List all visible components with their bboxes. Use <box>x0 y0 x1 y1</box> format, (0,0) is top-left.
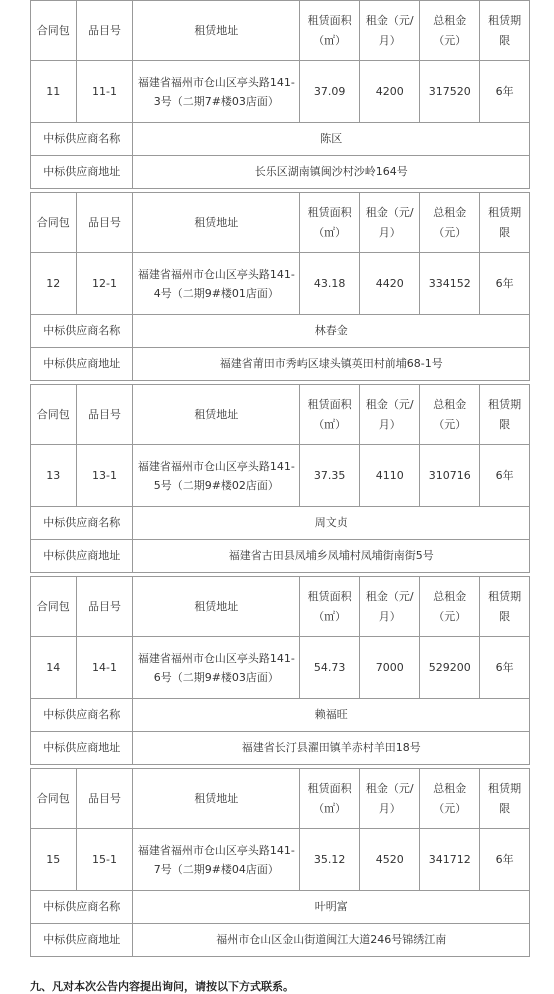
cell-item-no: 15-1 <box>76 829 133 891</box>
supplier-address-row <box>31 732 530 765</box>
header-area: 租赁面积（㎡） <box>300 769 360 829</box>
supplier-address-label: 中标供应商地址 <box>31 924 133 957</box>
cell-contract: 12 <box>31 253 77 315</box>
supplier-name-value: 周文贞 <box>133 507 530 540</box>
header-area: 租赁面积（㎡） <box>300 193 360 253</box>
header-term: 租赁期限 <box>480 1 530 61</box>
table-header-row <box>31 769 530 829</box>
table-header-row <box>31 193 530 253</box>
supplier-address-row <box>31 156 530 189</box>
supplier-name-row <box>31 507 530 540</box>
cell-area: 37.09 <box>300 61 360 123</box>
header-contract: 合同包 <box>31 577 77 637</box>
cell-rent: 4520 <box>360 829 420 891</box>
header-area: 租赁面积（㎡） <box>300 385 360 445</box>
supplier-address-label: 中标供应商地址 <box>31 348 133 381</box>
cell-total: 317520 <box>420 61 480 123</box>
header-total: 总租金（元） <box>420 385 480 445</box>
cell-area: 54.73 <box>300 637 360 699</box>
supplier-name-value: 叶明富 <box>133 891 530 924</box>
cell-area: 43.18 <box>300 253 360 315</box>
cell-rent: 4420 <box>360 253 420 315</box>
header-item-no: 品目号 <box>76 1 133 61</box>
table-row <box>31 829 530 891</box>
cell-total: 334152 <box>420 253 480 315</box>
supplier-name-value: 林春金 <box>133 315 530 348</box>
table-row <box>31 637 530 699</box>
supplier-name-value: 赖福旺 <box>133 699 530 732</box>
header-term: 租赁期限 <box>480 385 530 445</box>
supplier-name-row <box>31 699 530 732</box>
header-item-no: 品目号 <box>76 385 133 445</box>
supplier-name-row <box>31 891 530 924</box>
supplier-name-label: 中标供应商名称 <box>31 699 133 732</box>
header-total: 总租金（元） <box>420 577 480 637</box>
cell-address: 福建省福州市仓山区亭头路141-6号（二期9#楼03店面） <box>133 637 300 699</box>
lease-table <box>30 384 530 573</box>
cell-item-no: 14-1 <box>76 637 133 699</box>
header-total: 总租金（元） <box>420 193 480 253</box>
header-term: 租赁期限 <box>480 193 530 253</box>
supplier-address-value: 福州市仓山区金山街道闽江大道246号锦绣江南 <box>133 924 530 957</box>
table-header-row <box>31 385 530 445</box>
header-rent: 租金（元/月） <box>360 193 420 253</box>
cell-term: 6年 <box>480 829 530 891</box>
header-address: 租赁地址 <box>133 769 300 829</box>
table-row <box>31 253 530 315</box>
supplier-name-value: 陈区 <box>133 123 530 156</box>
section-heading-contact: 九、凡对本次公告内容提出询问，请按以下方式联系。 <box>30 980 294 993</box>
cell-contract: 11 <box>31 61 77 123</box>
cell-item-no: 13-1 <box>76 445 133 507</box>
header-rent: 租金（元/月） <box>360 1 420 61</box>
supplier-address-row <box>31 924 530 957</box>
cell-area: 37.35 <box>300 445 360 507</box>
header-item-no: 品目号 <box>76 769 133 829</box>
header-contract: 合同包 <box>31 1 77 61</box>
cell-rent: 4110 <box>360 445 420 507</box>
lease-table <box>30 576 530 765</box>
supplier-address-label: 中标供应商地址 <box>31 156 133 189</box>
table-header-row <box>31 577 530 637</box>
header-address: 租赁地址 <box>133 193 300 253</box>
supplier-name-label: 中标供应商名称 <box>31 123 133 156</box>
header-contract: 合同包 <box>31 769 77 829</box>
supplier-address-value: 福建省长汀县濯田镇羊赤村羊田18号 <box>133 732 530 765</box>
cell-total: 341712 <box>420 829 480 891</box>
header-item-no: 品目号 <box>76 577 133 637</box>
header-rent: 租金（元/月） <box>360 769 420 829</box>
cell-term: 6年 <box>480 445 530 507</box>
table-row <box>31 445 530 507</box>
cell-item-no: 12-1 <box>76 253 133 315</box>
header-term: 租赁期限 <box>480 769 530 829</box>
cell-item-no: 11-1 <box>76 61 133 123</box>
cell-rent: 4200 <box>360 61 420 123</box>
supplier-address-row <box>31 540 530 573</box>
cell-total: 310716 <box>420 445 480 507</box>
cell-contract: 15 <box>31 829 77 891</box>
cell-address: 福建省福州市仓山区亭头路141-3号（二期7#楼03店面） <box>133 61 300 123</box>
supplier-name-label: 中标供应商名称 <box>31 315 133 348</box>
cell-address: 福建省福州市仓山区亭头路141-5号（二期9#楼02店面） <box>133 445 300 507</box>
header-contract: 合同包 <box>31 385 77 445</box>
cell-contract: 14 <box>31 637 77 699</box>
cell-contract: 13 <box>31 445 77 507</box>
header-area: 租赁面积（㎡） <box>300 1 360 61</box>
cell-address: 福建省福州市仓山区亭头路141-7号（二期9#楼04店面） <box>133 829 300 891</box>
header-address: 租赁地址 <box>133 385 300 445</box>
supplier-name-row <box>31 315 530 348</box>
supplier-address-value: 福建省古田县凤埔乡凤埔村凤埔街南街5号 <box>133 540 530 573</box>
cell-term: 6年 <box>480 253 530 315</box>
header-total: 总租金（元） <box>420 769 480 829</box>
header-item-no: 品目号 <box>76 193 133 253</box>
header-address: 租赁地址 <box>133 1 300 61</box>
cell-term: 6年 <box>480 637 530 699</box>
cell-term: 6年 <box>480 61 530 123</box>
header-term: 租赁期限 <box>480 577 530 637</box>
header-contract: 合同包 <box>31 193 77 253</box>
cell-address: 福建省福州市仓山区亭头路141-4号（二期9#楼01店面） <box>133 253 300 315</box>
supplier-address-label: 中标供应商地址 <box>31 540 133 573</box>
lease-table <box>30 0 530 189</box>
table-row <box>31 61 530 123</box>
supplier-address-row <box>31 348 530 381</box>
supplier-address-value: 长乐区湖南镇闽沙村沙岭164号 <box>133 156 530 189</box>
header-rent: 租金（元/月） <box>360 577 420 637</box>
header-area: 租赁面积（㎡） <box>300 577 360 637</box>
table-header-row <box>31 1 530 61</box>
supplier-address-value: 福建省莆田市秀屿区埭头镇英田村前埔68-1号 <box>133 348 530 381</box>
supplier-name-label: 中标供应商名称 <box>31 507 133 540</box>
supplier-address-label: 中标供应商地址 <box>31 732 133 765</box>
cell-rent: 7000 <box>360 637 420 699</box>
supplier-name-label: 中标供应商名称 <box>31 891 133 924</box>
supplier-name-row <box>31 123 530 156</box>
lease-table <box>30 192 530 381</box>
cell-total: 529200 <box>420 637 480 699</box>
lease-table <box>30 768 530 957</box>
header-rent: 租金（元/月） <box>360 385 420 445</box>
header-total: 总租金（元） <box>420 1 480 61</box>
cell-area: 35.12 <box>300 829 360 891</box>
header-address: 租赁地址 <box>133 577 300 637</box>
